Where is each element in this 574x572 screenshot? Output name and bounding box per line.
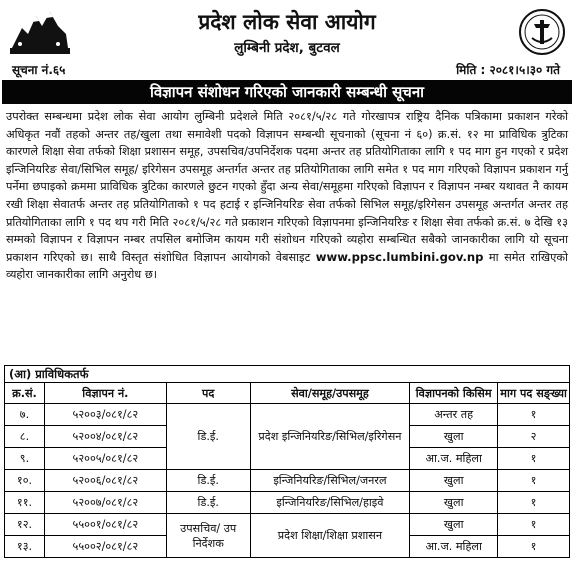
table-row [5,404,570,426]
column-header: विज्ञापन नं. [44,383,166,404]
organization-title: प्रदेश लोक सेवा आयोग [198,10,376,34]
table-header-row [5,383,570,404]
advertisement-type: खुला [410,426,498,448]
organization-location: लुम्बिनी प्रदेश, बुटवल [234,40,340,56]
advertisement-type: खुला [410,514,498,536]
notice-body [6,108,568,284]
notice-paragraph-end: मा समेत राखिएको व्यहोरा जानकारीका लागि अनुरोध छ। [6,250,568,282]
service-cell: इन्जिनियरिङ/सिभिल/हाइवे [250,492,410,514]
notice-number: सूचना नं.६५ [12,63,66,77]
notice-date: मिति : २०८१।५।३० गते [456,63,560,77]
serial-number: ८. [5,426,45,448]
service-cell: प्रदेश शिक्षा/शिक्षा प्रशासन [250,514,410,558]
serial-number: १२. [5,514,45,536]
post-cell: उपसचिव/ उप निर्देशक [166,514,250,558]
advertisement-type: आ.ज. महिला [410,448,498,470]
notice-paragraph: उपरोक्त सम्बन्धमा प्रदेश लोक सेवा आयोग लुम्बिनी प्रदेशले मिति २०८१/५/२८ गते गोरखापत्र राष्ट्रिय दैनिक पत्रिकामा प्रकाशन गरेको अधिकृत नवौं तहको अन्तर तह/खुला तथा समावेशी पदको विज्ञापन सम्बन्धी सूचनाको (सूचना नं ६०) क्र.सं. १२ मा प्राविधिक त्रुटिका कारणले शिक्षा सेवा तर्फको शिक्षा प्रशासन समूह, उपसचिव/उपनिर्देशक पदमा अन्तर तह प्रतियोगिताका लागि १ पद माग हुन गएको र प्रदेश इन्जिनियरिङ सेवा/सिभिल समूह/ इरिगेसन उपसमूह अन्तर्गत अन्तर तह प्रतियोगिताका लागि समेत १ पद माग गरिएको विज्ञापन प्रकाशन गर्नु पर्नेमा छपाइको क्रममा प्राविधिक त्रुटिका कारणले छुटन गएको हुँदा अन्य सेवा/समूहमा गरिएको विज्ञापन र विज्ञापन नम्बर यथावत नै कायम रखी शिक्षा सेवातर्फ अन्तर तह प्रतियोगिताको १ पद हटाई र इन्जिनियरिङ सेवा तर्फको सिभिल समूह/इरिगेसन उपसमूह अन्तर्गत अन्तर तह प्रतियोगिताका लागि १ पद थप गरी मिति २०८१/५/२८ गते प्रकाशन गरिएको विज्ञापनमा इन्जिनियरिङ र शिक्षा सेवा तर्फको क्र.सं. ७ देखि १३ सम्मको विज्ञापन र विज्ञापन नम्बर तपसिल बमोजिम कायम गरी संशोधन गरिएको व्यहोरा सम्बन्धित सबैको जानकारीका लागि यो सूचना प्रकाशन गरिएको छ। साथै विस्तृत संशोधित विज्ञापन आयोगको वेबसाइट [6,110,568,264]
advertisement-type: आ.ज. महिला [410,536,498,558]
post-count: २ [498,426,570,448]
service-cell: इन्जिनियरिङ/सिभिल/जनरल [250,470,410,492]
advertisement-type: अन्तर तह [410,404,498,426]
serial-number: १३. [5,536,45,558]
section-label: (आ) प्राविधिकतर्फ [4,365,570,382]
advertisement-type: खुला [410,492,498,514]
column-header: माग पद सङ्ख्या [498,383,570,404]
post-count: १ [498,448,570,470]
column-header: सेवा/समूह/उपसमूह [250,383,410,404]
advertisement-number: ५५००१/०८१/८२ [44,514,166,536]
post-count: १ [498,404,570,426]
advertisement-number: ५५००२/०८१/८२ [44,536,166,558]
advertisement-number: ५२००५/०८१/८२ [44,448,166,470]
post-count: १ [498,536,570,558]
notice-header [0,0,574,80]
service-cell: प्रदेश इन्जिनियरिङ/सिभिल/इरिगेसन [250,404,410,470]
column-header: क्र.सं. [5,383,45,404]
table-row [5,492,570,514]
serial-number: ११. [5,492,45,514]
table-row [5,470,570,492]
post-cell: डि.ई. [166,470,250,492]
advertisement-number: ५२००६/०८१/८२ [44,470,166,492]
post-cell: डि.ई. [166,404,250,470]
post-count: १ [498,470,570,492]
advertisement-type: खुला [410,470,498,492]
advertisement-number: ५२००४/०८१/८२ [44,426,166,448]
serial-number: ७. [5,404,45,426]
vacancy-table [4,382,570,558]
column-header: विज्ञापनको किसिम [410,383,498,404]
website-link[interactable]: www.ppsc.lumbini.gov.np [315,249,484,264]
post-count: १ [498,492,570,514]
post-cell: डि.ई. [166,492,250,514]
notice-banner: विज्ञापन संशोधन गरिएको जानकारी सम्बन्धी सूचना [2,80,572,104]
serial-number: १०. [5,470,45,492]
serial-number: ९. [5,448,45,470]
post-count: १ [498,514,570,536]
table-row [5,514,570,536]
column-header: पद [166,383,250,404]
advertisement-number: ५२००७/०८१/८२ [44,492,166,514]
commission-seal-icon [518,8,566,56]
advertisement-number: ५२००३/०८१/८२ [44,404,166,426]
